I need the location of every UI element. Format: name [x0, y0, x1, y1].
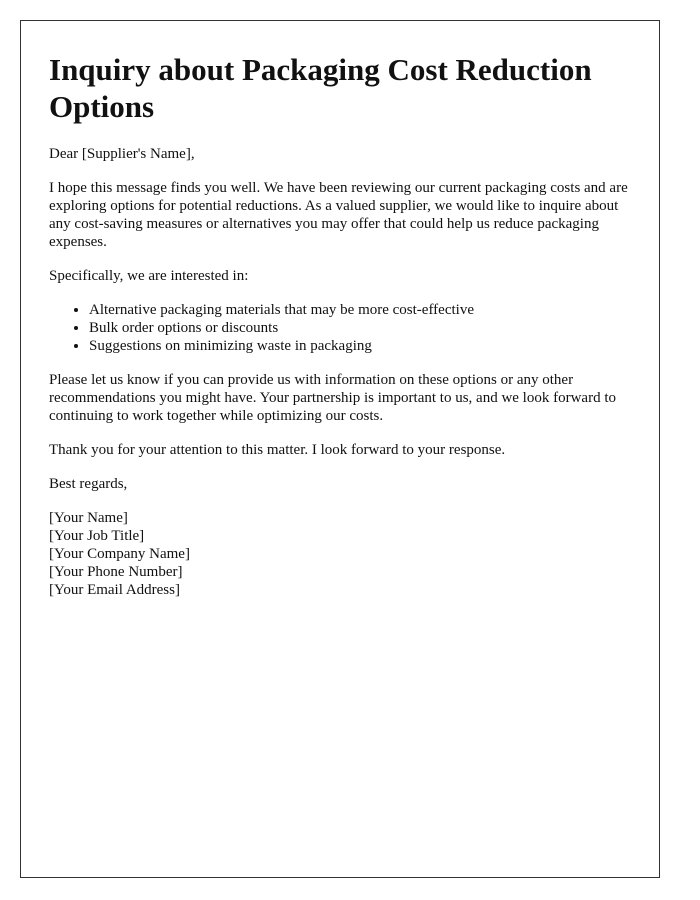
letter-page [20, 20, 660, 878]
list-item: • Alternative packaging materials that may be more cost-effective [89, 301, 631, 319]
signature-phone: [Your Phone Number] [49, 564, 183, 580]
signature-block [49, 509, 631, 599]
signature-email: [Your Email Address] [49, 582, 180, 598]
signature-company: [Your Company Name] [49, 546, 190, 562]
list-item: • Bulk order options or discounts [89, 319, 631, 337]
letter-title: Inquiry about Packaging Cost Reduction Options [49, 52, 592, 124]
closing: Best regards, [49, 476, 128, 492]
interests-lead: Specifically, we are interested in: [49, 268, 249, 284]
signature-name: [Your Name] [49, 510, 128, 526]
intro-paragraph: I hope this message finds you well. We have been reviewing our current packaging costs and are exploring options for potential reductions. As a valued supplier, we would like to inquire about any cost-saving measures or alternatives you may offer that could help us reduce packaging expenses. [49, 180, 628, 250]
signature-job-title: [Your Job Title] [49, 528, 145, 544]
list-item: • Suggestions on minimizing waste in packaging [89, 337, 631, 355]
salutation: Dear [Supplier's Name], [49, 146, 195, 162]
interests-list [49, 301, 631, 355]
thanks-paragraph: Thank you for your attention to this matter. I look forward to your response. [49, 442, 506, 458]
follow-up-paragraph: Please let us know if you can provide us with information on these options or any other recommendations you might have. Your partnership is important to us, and we look forward to continuing to work together while optimizing our costs. [49, 372, 616, 424]
